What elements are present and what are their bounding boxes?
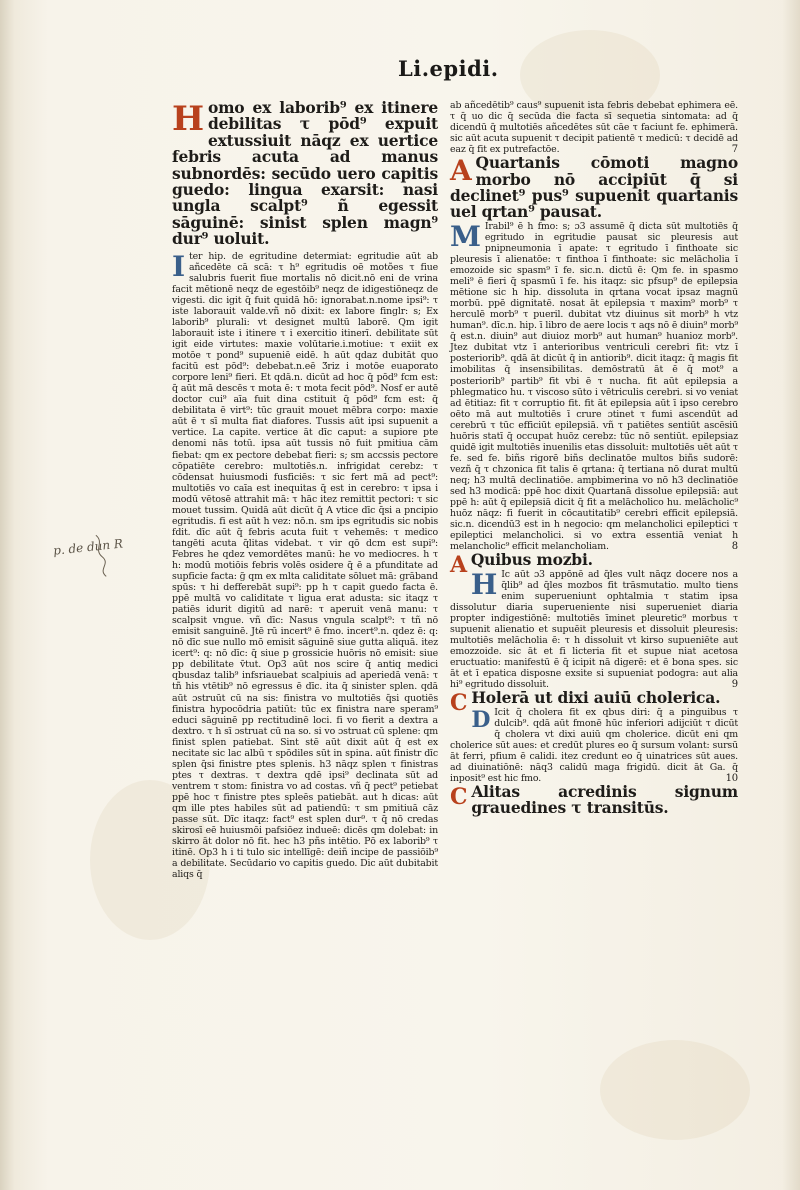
page-edge-shadow — [782, 0, 800, 1190]
commentary-9-text: Ic aūt ɔ3 appōnē ad q̄les vult nāqz docere nos a q̄lib⁹ ad q̄les mozbos fit trāsmutatio. multo tiens enim superueniunt ophtalmia τ statim ipsa dissolutur diaria superueniente nisi superueniet diaria propter indigestiōnē: multotiēs īminet pleuretic⁹ morbus τ supuenit alienatio et supuēit pleuresis et dissoluit pleuresis: multotiēs melācholia ē: τ h dissoluit vt kirso supueniēte aut emozzoide. sic āt et fi licteria fit et supue niat acetosa eructuatio: manifestū ē q̄ icipit nā digerē: et ē bona spes. sic āt et ī epatica disposne exsite si supueniat podogra: aut alia hi⁹ egritudo dissoluit. — [450, 568, 738, 691]
marginal-annotation — [53, 537, 130, 614]
section-number: 7 — [731, 144, 738, 156]
initial-m: M — [450, 219, 481, 253]
commentary-7 — [450, 100, 738, 155]
initial-h: H — [470, 567, 498, 601]
lemma-1 — [172, 100, 438, 248]
commentary-6 — [172, 251, 438, 881]
marginal-scribble — [56, 531, 122, 597]
commentary-6-text: ter hip. de egritudine determiat: egritudie aūt ab añcedēte cā scā: τ h⁹ egritudis oē motões τ fiue salubris fuerit fiue mortalis nō dicit.nō eni de vrina facit mētionē neqz de egestōib⁹ neqz de idigestiōneqz de vigesti. dic igit q̄ fuit quidā hō: ignorabat.n.nome ipsi⁹: τ iste laborauit valde.vñ nō dixit: ex labore finglr: s; Ex laborib⁹ plurali: vt designet multū laborē. Qm igit laborauit iste i itinere τ i exercitio itinerī. debilitate sūt igit eide virtutes: maxie volūtarie.i.motiue: τ exiit ex motōe τ pond⁹ supueniē eidē. h aūt qdaz dubitāt quo facitū est pōd⁹: debebat.n.eē Ʒriz i motōe euaporato corpore leni⁹ fieri. Et qdā.n. dicūt ad hoc q̄ pōd⁹ fcm est: q̄ aūt mā descēs τ mota ē: τ mota fecit pōd⁹. Nosf er autē doctor cui⁹ aīa fuit dina cstituit q̄ pōd⁹ fcm est: q̄ debilitata ē virt⁹: tūc grauit mouet mēbra corpo: maxie aūt ē τ sī multa fiat diafores. Tussis aūt ipsi supuenit a vertice. La capite. vertice āt dīc caput: a supiore pte denomi nās totū. ipsa aūt tussis nō fuit pmitiua cām fiebat: qm ex pectore debebat fieri: s; sm accssis pectore cōpatiēte cerebro: multotiēs.n. infrigidat cerebz: τ cōdensat huiusmodi fusficiēs: τ sic fert mā ad pect⁹: multotiēs vo caīa est inequitas q̄ est in cerebro: τ ipsa i modū vētosē attrahit mā: τ hāc itez remittit pectori: τ sic mouet tussim. Quidā aūt dicūt q̄ A vtice dīc q̄si a pncipio egritudis. fi est aūt h vez: nō.n. sm ips egritudis sic nobis fdit. dīc aūt q̄ febris acuta fuit τ vehemēs: τ medico tangēti acuta q̄litas videbat. τ vir qō dcm est supi⁹: Febres he qdez vemordētes manū: he vo mediocres. h τ h: modū motiōis febris volēs osidere q̄ ē a pfunditate ad supficie facta: g̃ qm ex mlta caliditate sōluet mā: grāband spūs: τ hi defferebāt supi⁹: pp h τ capit guedo facta ē. ppē multā vo caliditate τ ligua erat adusta: sic itaqz τ patiēs idurit digitū ad narē: τ aperuit venā manu: τ scalpsit vngue. vñ dīc: Nasus vngula scalpt⁹: τ tñ nō emisit sanguinē. Jtē rū incert⁹ ē fmo. incert⁹.n. qdez ē: q: nō dīc sue nullo mō emisit sāguinē siue gutta aliquā. itez icert⁹: q: nō dīc: q̄ siue p grossicie huōris nō emisit: siue pp debilitate v̄tut. Op3 aūt nos scire q̄ antiq medici qbusdaz talib⁹ infsriauebat scalpiuis ad aperiedā venā: τ tñ his vtētib⁹ nō egressus ē dīc. ita q̄ sinister splen. qdā aūt ɔstruūt cū na sis: finistra vo multotiēs q̄si quotiēs finistra hypocōdria patiūt: tūc ex finistra nare speram⁹ educi sāguinē pp rectitudinē loci. fi vo fierit a dextra a dextro. τ h sī ɔstruat cū na so. si vo ɔstruat cū splene: qm finist splen patiebat. Sint stē aūt dixit aūt q̄ est ex necitate sic lac albū τ spōdiles sūt in spina. aūt finistr dīc splen q̄si finistre ptes splenis. h3 nāqz splen τ finistras ptes τ dextras. τ dextra qdē ipsi⁹ declinata sūt ad ventrem τ stom: finistra vo ad costas. vñ q̄ pect⁹ petiebat ppē hoc τ finistre ptes spleēs patiebāt. aut h dicas: aūt qm ille ptes habiles sūt ad patiendū: τ sm pmitiuā cāz passe sūt. Dīc itaqz: fact⁹ est splen dur⁹. τ q̄ nō credas skirosī eē huiusmōi pafsiōez indueē: dicēs qm dolebat: in skirro āt dolor nō fit. hec h3 pñs intētio. Pō ex laborib⁹ τ itinē. Op3 h i ti tulo sic intellīgē: deiñ incipe de passiōib⁹ a debilitate. Secūdario vo capitis guedo. Dic aūt dubitabit aliqs q̄ — [172, 250, 438, 881]
lemma-4-text: Holerā ut dixi auiū cholerica. — [471, 688, 721, 708]
left-column — [172, 100, 438, 880]
initial-c: C — [450, 783, 468, 810]
lemma-5 — [450, 781, 738, 818]
section-number: 10 — [725, 772, 738, 784]
lemma-4 — [450, 688, 738, 717]
commentary-9 — [450, 569, 738, 691]
initial-i: I — [172, 249, 185, 283]
marginal-note-text: p. de dun R — [52, 536, 124, 558]
commentary-8 — [450, 221, 738, 552]
lemma-3-text: Quibus mozbi. — [470, 550, 593, 570]
initial-c: C — [450, 690, 468, 717]
lemma-1-text: omo ex laborib⁹ ex itinere debilitas τ pōd⁹ expuit extussiuit nāqz ex uertice febris acuta ad manus subnordēs: secūdo uero capitis guedo: lingua exarsit: nasi ungla scalpt⁹ ñ egessit sāguinē: sinist splen magn⁹ dur⁹ uoluit. — [172, 98, 438, 249]
lemma-5-text: Alitas acredinis signum grauedines τ transitūs. — [471, 781, 738, 818]
section-number: 8 — [731, 541, 738, 553]
initial-a: A — [450, 552, 467, 579]
initial-d: D — [471, 706, 491, 733]
lemma-2 — [450, 155, 738, 221]
commentary-8-text: Irabil⁹ ē h fmo: s; ɔ3 assumē q̄ dicta sūt multotiēs q̄ egritudo in egritudie pausat sic pleuresis aut pnipneumonia ī apate: τ egritudo ī finthoate sic pleuresis ī alienatōe: τ finthoa ī finthoate: sic melācholia ī emozoide sic spasm⁹ ī fe. sic.n. dictū ē: Qm fe. in spasmo meli⁹ ē fieri q̄ spasmū ī fe. his itaqz: sic pfsup⁹ de epilepsia mētione sic h hip. dissoluta in qrtana vocat ipsaz magnū morbū. ppē dignitatē. nosat āt epilepsia τ maxim⁹ morb⁹ τ herculē morb⁹ τ pueril. dubitat vtz diuinus sit morb⁹ h vtz human⁹. dīc.n. hip. ī libro de aere locis τ aqs nō ē diuin⁹ morb⁹ q̄ est.n. diuin⁹ aut diuioz morb⁹ aut human⁹ huanioz morb⁹. Jtez dubitat vtz ī anterioribus ventriculi cerebri fit: vtz ī posteriorib⁹. qdā āt dicūt q̄ in antiorib⁹. dicit itaqz: q̄ magis fit imobilitas q̄ insensibilitas. demōstratū āt ē q̄ mot⁹ a posteriorib⁹ partib⁹ fit vbi ē τ nucha. fit aūt epilepsia a phlegmatico hu. τ viscoso sūto i vētriculis cerebri. si vo veniat ad ētitiaz: fit τ corruptio fit. fit āt epilepsia aūt ī ipso cerebro oēto mā aut multotiēs ī crure ɔtinet τ fumi ascendūt ad cerebrū τ tūc efficiūt epilepsiā. vñ τ patiētes sentiūt ascēsiū huōris statī q̄ occupat huōz cerebz: tūc nō sentiūt. epilepsiaz quidē igit multotiēs inuenilis etas dissoluit: multotiēs uēt aūt τ fe. sed fe. biñs rigorē biñs declinatōe multos biñs sudorē: vezñ q̄ τ chzonica fit talis ē qrtana: q̄ tertiana nō durat multū neq; h3 multā declinatiōe. ampbimerina vo nō h3 declinatiōe sed h3 modicā: ppē hoc dixit Quartanā dissolue epilepsiā: aut ppē h: aūt q̄ epilepsiā dicit q̄ fit a melācholico hu. melācholic⁹ huōz nāqz: fi fuerit in cōcautitatib⁹ cerebri efficit epilepsiā. sic.n. dicendū3 est in h negocio: qm melancholici epileptici τ epileptici melancholici. si vo extra essentiā veniat h melancholic⁹ efficit melancholiam. — [450, 220, 738, 553]
running-head: Li.epidi. — [398, 56, 499, 81]
initial-h: H — [172, 99, 204, 139]
gutter-shadow — [0, 0, 14, 1190]
commentary-7-text: ab añcedētib⁹ caus⁹ supuenit ista febris debebat ephimera eē. τ q̄ uo dic q̄ secūda die facta sī sequetia sintomata: ad q̄ dicendū q̄ multotiēs añcedētes sūt cāe τ faciunt fe. ephimerā. sic aūt acuta supuenit τ decipit patientē τ medicū: τ decidē ad eaz q̄ fit ex putrefactōe. — [450, 100, 738, 156]
lemma-2-text: Quartanis cōmoti magno morbo nō accipiūt q̄ si declinet⁹ pus⁹ supuenit quartanis uel qrtan⁹ pausat. — [450, 153, 738, 222]
commentary-10 — [450, 707, 738, 784]
commentary-10-text: Icit q̄ cholera fit ex qbus diri: q̄ a pinguibus τ dulcib⁹. qdā aūt fmonē hūc inferiori adijciūt τ dicūt q̄ cholera vt dixi auiū qm cholerice. dicūt eni qm cholerice sūt aues: et credūt plures eo q̄ sursum volant: sursū āt ferri, pfium ē calidi. itez credunt eo q̄ uinatrices sūt aues. ad diuinatiōnē: nāq3 calidū maga frigidū. dicit āt Ga. q̄ inposit⁹ est hic fmo. — [450, 706, 738, 784]
paper-stain — [600, 1040, 750, 1140]
right-column — [450, 100, 738, 817]
section-number: 9 — [731, 679, 738, 691]
initial-a: A — [450, 154, 472, 188]
lemma-3 — [450, 550, 738, 579]
